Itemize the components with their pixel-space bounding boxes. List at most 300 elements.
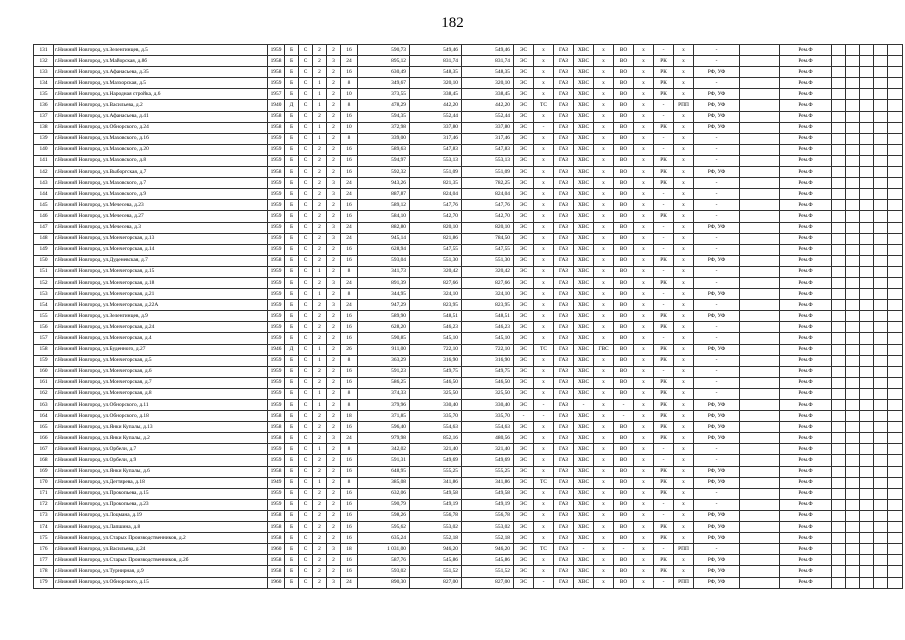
gas-cell: ГАЗ bbox=[554, 555, 574, 566]
empty-cell bbox=[888, 311, 903, 322]
repair-facade-cell: - bbox=[694, 488, 740, 499]
living-area-cell: 317,46 bbox=[410, 133, 462, 144]
residential-area-cell: 551,30 bbox=[462, 255, 514, 266]
empty-cell bbox=[874, 45, 888, 56]
ownership-type-cell: Рем.Ф bbox=[780, 433, 832, 444]
row-number-cell: 147 bbox=[34, 222, 54, 233]
build-year-cell: 1958 bbox=[268, 422, 285, 433]
empty-cell bbox=[832, 422, 846, 433]
entrances-cell: 2 bbox=[313, 211, 327, 222]
entrances-cell: 2 bbox=[313, 233, 327, 244]
entrances-cell: 2 bbox=[313, 422, 327, 433]
repair-roof-cell: РК bbox=[654, 277, 674, 288]
sewerage-cell: ВО bbox=[614, 133, 634, 144]
empty-cell bbox=[874, 344, 888, 355]
col-x-cell: х bbox=[634, 255, 654, 266]
build-year-cell: 1959 bbox=[268, 277, 285, 288]
repair-roof-cell: РК bbox=[654, 311, 674, 322]
address-cell: г.Нижний Новгород, ул.Выборгская, д.7 bbox=[54, 167, 268, 178]
apartments-cell: 8 bbox=[341, 133, 358, 144]
total-area-cell: 589,12 bbox=[358, 200, 410, 211]
apartments-cell: 16 bbox=[341, 566, 358, 577]
sewerage-cell: ВО bbox=[614, 167, 634, 178]
hot-water-cell: х bbox=[594, 522, 614, 533]
address-cell: г.Нижний Новгород, ул.Мончегорская, д.21 bbox=[54, 289, 268, 300]
empty-cell bbox=[888, 322, 903, 333]
apartments-cell: 16 bbox=[341, 455, 358, 466]
table-row bbox=[34, 566, 903, 577]
col-rpp-cell: х bbox=[674, 411, 694, 422]
residential-area-cell: 549,69 bbox=[462, 455, 514, 466]
wall-type-cell: Б bbox=[285, 89, 299, 100]
total-area-cell: 591,31 bbox=[358, 455, 410, 466]
empty-cell bbox=[846, 377, 860, 388]
electricity-cell: ЭС bbox=[514, 111, 534, 122]
repair-facade-cell: РФ, УФ bbox=[694, 289, 740, 300]
electricity-cell: ЭС bbox=[514, 200, 534, 211]
hot-water-cell: х bbox=[594, 499, 614, 510]
empty-cell bbox=[888, 366, 903, 377]
total-area-cell: 587,76 bbox=[358, 555, 410, 566]
empty-cell bbox=[846, 45, 860, 56]
residential-area-cell: 547,76 bbox=[462, 200, 514, 211]
floors-cell: 3 bbox=[327, 222, 341, 233]
address-cell: г.Нижний Новгород, ул.Старых Производственников, д.2б bbox=[54, 555, 268, 566]
gas-cell: ГАЗ bbox=[554, 322, 574, 333]
empty-cell bbox=[860, 189, 874, 200]
col-x-cell: х bbox=[634, 111, 654, 122]
address-cell: г.Нижний Новгород, ул.Буденного, д.27 bbox=[54, 344, 268, 355]
repair-facade-cell: РФ, УФ bbox=[694, 122, 740, 133]
empty-cell bbox=[888, 233, 903, 244]
floors-cell: 2 bbox=[327, 167, 341, 178]
empty-cell bbox=[888, 211, 903, 222]
col-rpp-cell: х bbox=[674, 400, 694, 411]
col-x-cell: х bbox=[634, 167, 654, 178]
sewerage-cell: ВО bbox=[614, 344, 634, 355]
empty-cell bbox=[874, 100, 888, 111]
address-cell: г.Нижний Новгород, ул.Янки Купалы, д.6 bbox=[54, 466, 268, 477]
entrances-cell: 2 bbox=[313, 189, 327, 200]
cold-water-cell: ХВС bbox=[574, 422, 594, 433]
material-cell: С bbox=[299, 222, 313, 233]
apartments-cell: 16 bbox=[341, 533, 358, 544]
repair-roof-cell: - bbox=[654, 289, 674, 300]
row-number-cell: 178 bbox=[34, 566, 54, 577]
build-year-cell: 1959 bbox=[268, 355, 285, 366]
floors-cell: 2 bbox=[327, 377, 341, 388]
electricity-cell: ЭС bbox=[514, 133, 534, 144]
repair-roof-cell: - bbox=[654, 499, 674, 510]
hot-water-cell: х bbox=[594, 233, 614, 244]
empty-cell bbox=[846, 255, 860, 266]
row-number-cell: 141 bbox=[34, 155, 54, 166]
blank-cell bbox=[740, 277, 780, 288]
build-year-cell: 1959 bbox=[268, 155, 285, 166]
electricity-cell: ЭС bbox=[514, 100, 534, 111]
floors-cell: 2 bbox=[327, 100, 341, 111]
entrances-cell: 1 bbox=[313, 477, 327, 488]
repair-roof-cell: РК bbox=[654, 178, 674, 189]
heating-cell: х bbox=[534, 533, 554, 544]
empty-cell bbox=[874, 333, 888, 344]
sewerage-cell: ВО bbox=[614, 244, 634, 255]
empty-cell bbox=[874, 555, 888, 566]
blank-cell bbox=[740, 510, 780, 521]
col-rpp-cell: х bbox=[674, 510, 694, 521]
cold-water-cell: ХВС bbox=[574, 344, 594, 355]
electricity-cell: ЭС bbox=[514, 45, 534, 56]
apartments-cell: 24 bbox=[341, 233, 358, 244]
empty-cell bbox=[832, 111, 846, 122]
material-cell: С bbox=[299, 322, 313, 333]
hot-water-cell: х bbox=[594, 289, 614, 300]
cold-water-cell: ХВС bbox=[574, 222, 594, 233]
living-area-cell: 546,50 bbox=[410, 377, 462, 388]
electricity-cell: ЭС bbox=[514, 56, 534, 67]
repair-facade-cell: - bbox=[694, 200, 740, 211]
repair-facade-cell: РФ, УФ bbox=[694, 433, 740, 444]
blank-cell bbox=[740, 433, 780, 444]
residential-area-cell: 552,18 bbox=[462, 533, 514, 544]
empty-cell bbox=[888, 122, 903, 133]
empty-cell bbox=[832, 344, 846, 355]
col-x-cell: х bbox=[634, 78, 654, 89]
floors-cell: 3 bbox=[327, 544, 341, 555]
residential-area-cell: 555,25 bbox=[462, 466, 514, 477]
material-cell: С bbox=[299, 577, 313, 588]
table-row bbox=[34, 111, 903, 122]
apartments-cell: 16 bbox=[341, 555, 358, 566]
col-x-cell: х bbox=[634, 533, 654, 544]
blank-cell bbox=[740, 300, 780, 311]
floors-cell: 2 bbox=[327, 522, 341, 533]
heating-cell: х bbox=[534, 377, 554, 388]
heating-cell: - bbox=[534, 577, 554, 588]
empty-cell bbox=[832, 577, 846, 588]
electricity-cell: ЭС bbox=[514, 122, 534, 133]
hot-water-cell: х bbox=[594, 45, 614, 56]
row-number-cell: 172 bbox=[34, 499, 54, 510]
gas-cell: ГАЗ bbox=[554, 189, 574, 200]
cold-water-cell: ХВС bbox=[574, 566, 594, 577]
col-x-cell: х bbox=[634, 466, 654, 477]
total-area-cell: 945,14 bbox=[358, 233, 410, 244]
total-area-cell: 598,26 bbox=[358, 510, 410, 521]
build-year-cell: 1958 bbox=[268, 122, 285, 133]
repair-roof-cell: РК bbox=[654, 477, 674, 488]
sewerage-cell: ВО bbox=[614, 510, 634, 521]
col-rpp-cell: х bbox=[674, 322, 694, 333]
build-year-cell: 1958 bbox=[268, 167, 285, 178]
repair-facade-cell: - bbox=[694, 211, 740, 222]
ownership-type-cell: Рем.Ф bbox=[780, 167, 832, 178]
address-cell: г.Нижний Новгород, ул.Мончегорская, д.5 bbox=[54, 355, 268, 366]
row-number-cell: 146 bbox=[34, 211, 54, 222]
material-cell: С bbox=[299, 466, 313, 477]
col-x-cell: х bbox=[634, 200, 654, 211]
total-area-cell: 628,94 bbox=[358, 244, 410, 255]
col-x-cell: х bbox=[634, 189, 654, 200]
repair-facade-cell: РФ, УФ bbox=[694, 167, 740, 178]
empty-cell bbox=[860, 333, 874, 344]
empty-cell bbox=[888, 178, 903, 189]
material-cell: С bbox=[299, 355, 313, 366]
build-year-cell: 1960 bbox=[268, 577, 285, 588]
address-cell: г.Нижний Новгород, ул.Мечесева, д.23 bbox=[54, 200, 268, 211]
electricity-cell: ЭС bbox=[514, 167, 534, 178]
empty-cell bbox=[846, 477, 860, 488]
table-row bbox=[34, 167, 903, 178]
repair-facade-cell: - bbox=[694, 388, 740, 399]
residential-area-cell: 325,50 bbox=[462, 388, 514, 399]
col-rpp-cell: х bbox=[674, 167, 694, 178]
empty-cell bbox=[874, 466, 888, 477]
row-number-cell: 169 bbox=[34, 466, 54, 477]
empty-cell bbox=[874, 311, 888, 322]
col-x-cell: х bbox=[634, 311, 654, 322]
electricity-cell: ЭС bbox=[514, 566, 534, 577]
table-row bbox=[34, 56, 903, 67]
col-rpp-cell: х bbox=[674, 533, 694, 544]
cold-water-cell: ХВС bbox=[574, 333, 594, 344]
floors-cell: 3 bbox=[327, 277, 341, 288]
empty-cell bbox=[846, 233, 860, 244]
ownership-type-cell: Рем.Ф bbox=[780, 100, 832, 111]
table-row bbox=[34, 277, 903, 288]
cold-water-cell: ХВС bbox=[574, 366, 594, 377]
empty-cell bbox=[860, 411, 874, 422]
hot-water-cell: х bbox=[594, 455, 614, 466]
sewerage-cell: ВО bbox=[614, 300, 634, 311]
repair-facade-cell: РФ, УФ bbox=[694, 411, 740, 422]
living-area-cell: 548,51 bbox=[410, 311, 462, 322]
heating-cell: х bbox=[534, 566, 554, 577]
material-cell: С bbox=[299, 133, 313, 144]
living-area-cell: 324,10 bbox=[410, 289, 462, 300]
wall-type-cell: Б bbox=[285, 67, 299, 78]
ownership-type-cell: Рем.Ф bbox=[780, 555, 832, 566]
cold-water-cell: ХВС bbox=[574, 322, 594, 333]
empty-cell bbox=[846, 444, 860, 455]
hot-water-cell: х bbox=[594, 277, 614, 288]
gas-cell: ГАЗ bbox=[554, 477, 574, 488]
empty-cell bbox=[846, 200, 860, 211]
cold-water-cell: ХВС bbox=[574, 577, 594, 588]
cold-water-cell: ХВС bbox=[574, 411, 594, 422]
apartments-cell: 16 bbox=[341, 366, 358, 377]
sewerage-cell: ВО bbox=[614, 555, 634, 566]
col-rpp-cell: РПП bbox=[674, 544, 694, 555]
table-row bbox=[34, 189, 903, 200]
ownership-type-cell: Рем.Ф bbox=[780, 189, 832, 200]
entrances-cell: 1 bbox=[313, 266, 327, 277]
col-x-cell: х bbox=[634, 510, 654, 521]
heating-cell: - bbox=[534, 400, 554, 411]
repair-facade-cell: - bbox=[694, 377, 740, 388]
address-cell: г.Нижний Новгород, ул.Янки Купалы, д.2 bbox=[54, 433, 268, 444]
build-year-cell: 1958 bbox=[268, 522, 285, 533]
empty-cell bbox=[874, 377, 888, 388]
apartments-cell: 8 bbox=[341, 477, 358, 488]
empty-cell bbox=[888, 111, 903, 122]
empty-cell bbox=[846, 178, 860, 189]
hot-water-cell: х bbox=[594, 67, 614, 78]
heating-cell: х bbox=[534, 167, 554, 178]
table-row bbox=[34, 289, 903, 300]
empty-cell bbox=[860, 167, 874, 178]
table-row bbox=[34, 266, 903, 277]
table-row bbox=[34, 155, 903, 166]
sewerage-cell: ВО bbox=[614, 111, 634, 122]
address-cell: г.Нижний Новгород, ул.Мончегорская, д.22А bbox=[54, 300, 268, 311]
floors-cell: 2 bbox=[327, 144, 341, 155]
wall-type-cell: Б bbox=[285, 510, 299, 521]
wall-type-cell: Б bbox=[285, 388, 299, 399]
ownership-type-cell: Рем.Ф bbox=[780, 78, 832, 89]
material-cell: С bbox=[299, 189, 313, 200]
residential-area-cell: 548,51 bbox=[462, 311, 514, 322]
electricity-cell: ЭС bbox=[514, 311, 534, 322]
electricity-cell: ЭС bbox=[514, 144, 534, 155]
empty-cell bbox=[874, 266, 888, 277]
table-row bbox=[34, 433, 903, 444]
sewerage-cell: ВО bbox=[614, 355, 634, 366]
apartments-cell: 24 bbox=[341, 189, 358, 200]
hot-water-cell: х bbox=[594, 544, 614, 555]
hot-water-cell: х bbox=[594, 244, 614, 255]
material-cell: С bbox=[299, 555, 313, 566]
wall-type-cell: Б bbox=[285, 311, 299, 322]
residential-area-cell: 545,10 bbox=[462, 333, 514, 344]
total-area-cell: 1 031,00 bbox=[358, 544, 410, 555]
electricity-cell: ЭС bbox=[514, 300, 534, 311]
total-area-cell: 594,97 bbox=[358, 155, 410, 166]
repair-facade-cell: РФ, УФ bbox=[694, 67, 740, 78]
floors-cell: 2 bbox=[327, 266, 341, 277]
electricity-cell: ЭС bbox=[514, 211, 534, 222]
entrances-cell: 2 bbox=[313, 222, 327, 233]
material-cell: С bbox=[299, 255, 313, 266]
table-row bbox=[34, 466, 903, 477]
address-cell: г.Нижний Новгород, ул.Обнорского, д.24 bbox=[54, 122, 268, 133]
empty-cell bbox=[832, 533, 846, 544]
entrances-cell: 2 bbox=[313, 144, 327, 155]
residential-area-cell: 546,50 bbox=[462, 377, 514, 388]
empty-cell bbox=[860, 400, 874, 411]
blank-cell bbox=[740, 522, 780, 533]
heating-cell: х bbox=[534, 388, 554, 399]
cold-water-cell: ХВС bbox=[574, 533, 594, 544]
build-year-cell: 1958 bbox=[268, 555, 285, 566]
build-year-cell: 1959 bbox=[268, 333, 285, 344]
ownership-type-cell: Рем.Ф bbox=[780, 178, 832, 189]
repair-facade-cell: РФ, УФ bbox=[694, 466, 740, 477]
empty-cell bbox=[874, 200, 888, 211]
heating-cell: х bbox=[534, 277, 554, 288]
ownership-type-cell: Рем.Ф bbox=[780, 89, 832, 100]
wall-type-cell: Б bbox=[285, 300, 299, 311]
living-area-cell: 549,75 bbox=[410, 366, 462, 377]
address-cell: г.Нижний Новгород, ул.Народная стройка, д.6 bbox=[54, 89, 268, 100]
col-rpp-cell: х bbox=[674, 255, 694, 266]
col-rpp-cell: х bbox=[674, 333, 694, 344]
material-cell: С bbox=[299, 422, 313, 433]
residential-area-cell: 320,10 bbox=[462, 78, 514, 89]
cold-water-cell: ХВС bbox=[574, 300, 594, 311]
col-x-cell: х bbox=[634, 144, 654, 155]
blank-cell bbox=[740, 388, 780, 399]
wall-type-cell: Б bbox=[285, 144, 299, 155]
col-rpp-cell: х bbox=[674, 200, 694, 211]
table-row bbox=[34, 133, 903, 144]
table-row bbox=[34, 510, 903, 521]
sewerage-cell: ВО bbox=[614, 322, 634, 333]
empty-cell bbox=[832, 155, 846, 166]
living-area-cell: 553,13 bbox=[410, 155, 462, 166]
address-cell: г.Нижний Новгород, ул.Прокопьева, д.23 bbox=[54, 499, 268, 510]
gas-cell: ГАЗ bbox=[554, 455, 574, 466]
floors-cell: 2 bbox=[327, 45, 341, 56]
page-number: 182 bbox=[441, 15, 464, 31]
col-rpp-cell: х bbox=[674, 488, 694, 499]
col-rpp-cell: х bbox=[674, 388, 694, 399]
empty-cell bbox=[874, 400, 888, 411]
ownership-type-cell: Рем.Ф bbox=[780, 388, 832, 399]
empty-cell bbox=[832, 433, 846, 444]
entrances-cell: 2 bbox=[313, 555, 327, 566]
ownership-type-cell: Рем.Ф bbox=[780, 255, 832, 266]
repair-roof-cell: РК bbox=[654, 533, 674, 544]
entrances-cell: 2 bbox=[313, 333, 327, 344]
empty-cell bbox=[832, 189, 846, 200]
living-area-cell: 330,40 bbox=[410, 400, 462, 411]
heating-cell: х bbox=[534, 67, 554, 78]
electricity-cell: ЭС bbox=[514, 544, 534, 555]
address-cell: г.Нижний Новгород, ул.Маховского, д.9 bbox=[54, 189, 268, 200]
ownership-type-cell: Рем.Ф bbox=[780, 344, 832, 355]
address-cell: г.Нижний Новгород, ул.Мончегорская, д.8 bbox=[54, 388, 268, 399]
empty-cell bbox=[874, 488, 888, 499]
residential-area-cell: 722,10 bbox=[462, 344, 514, 355]
empty-cell bbox=[832, 400, 846, 411]
entrances-cell: 2 bbox=[313, 311, 327, 322]
apartments-cell: 8 bbox=[341, 100, 358, 111]
empty-cell bbox=[874, 67, 888, 78]
col-rpp-cell: х bbox=[674, 178, 694, 189]
gas-cell: ГАЗ bbox=[554, 355, 574, 366]
residential-area-cell: 552,44 bbox=[462, 111, 514, 122]
col-x-cell: х bbox=[634, 499, 654, 510]
wall-type-cell: Б bbox=[285, 455, 299, 466]
sewerage-cell: ВО bbox=[614, 233, 634, 244]
living-area-cell: 548,35 bbox=[410, 67, 462, 78]
empty-cell bbox=[874, 233, 888, 244]
repair-roof-cell: РК bbox=[654, 155, 674, 166]
cold-water-cell: ХВС bbox=[574, 200, 594, 211]
apartments-cell: 16 bbox=[341, 111, 358, 122]
cold-water-cell: ХВС bbox=[574, 133, 594, 144]
heating-cell: х bbox=[534, 488, 554, 499]
empty-cell bbox=[874, 533, 888, 544]
cold-water-cell: ХВС bbox=[574, 488, 594, 499]
apartments-cell: 16 bbox=[341, 466, 358, 477]
empty-cell bbox=[860, 100, 874, 111]
address-cell: г.Нижний Новгород, ул.Старых Производственников, д.2 bbox=[54, 533, 268, 544]
repair-facade-cell: - bbox=[694, 244, 740, 255]
entrances-cell: 2 bbox=[313, 111, 327, 122]
blank-cell bbox=[740, 444, 780, 455]
